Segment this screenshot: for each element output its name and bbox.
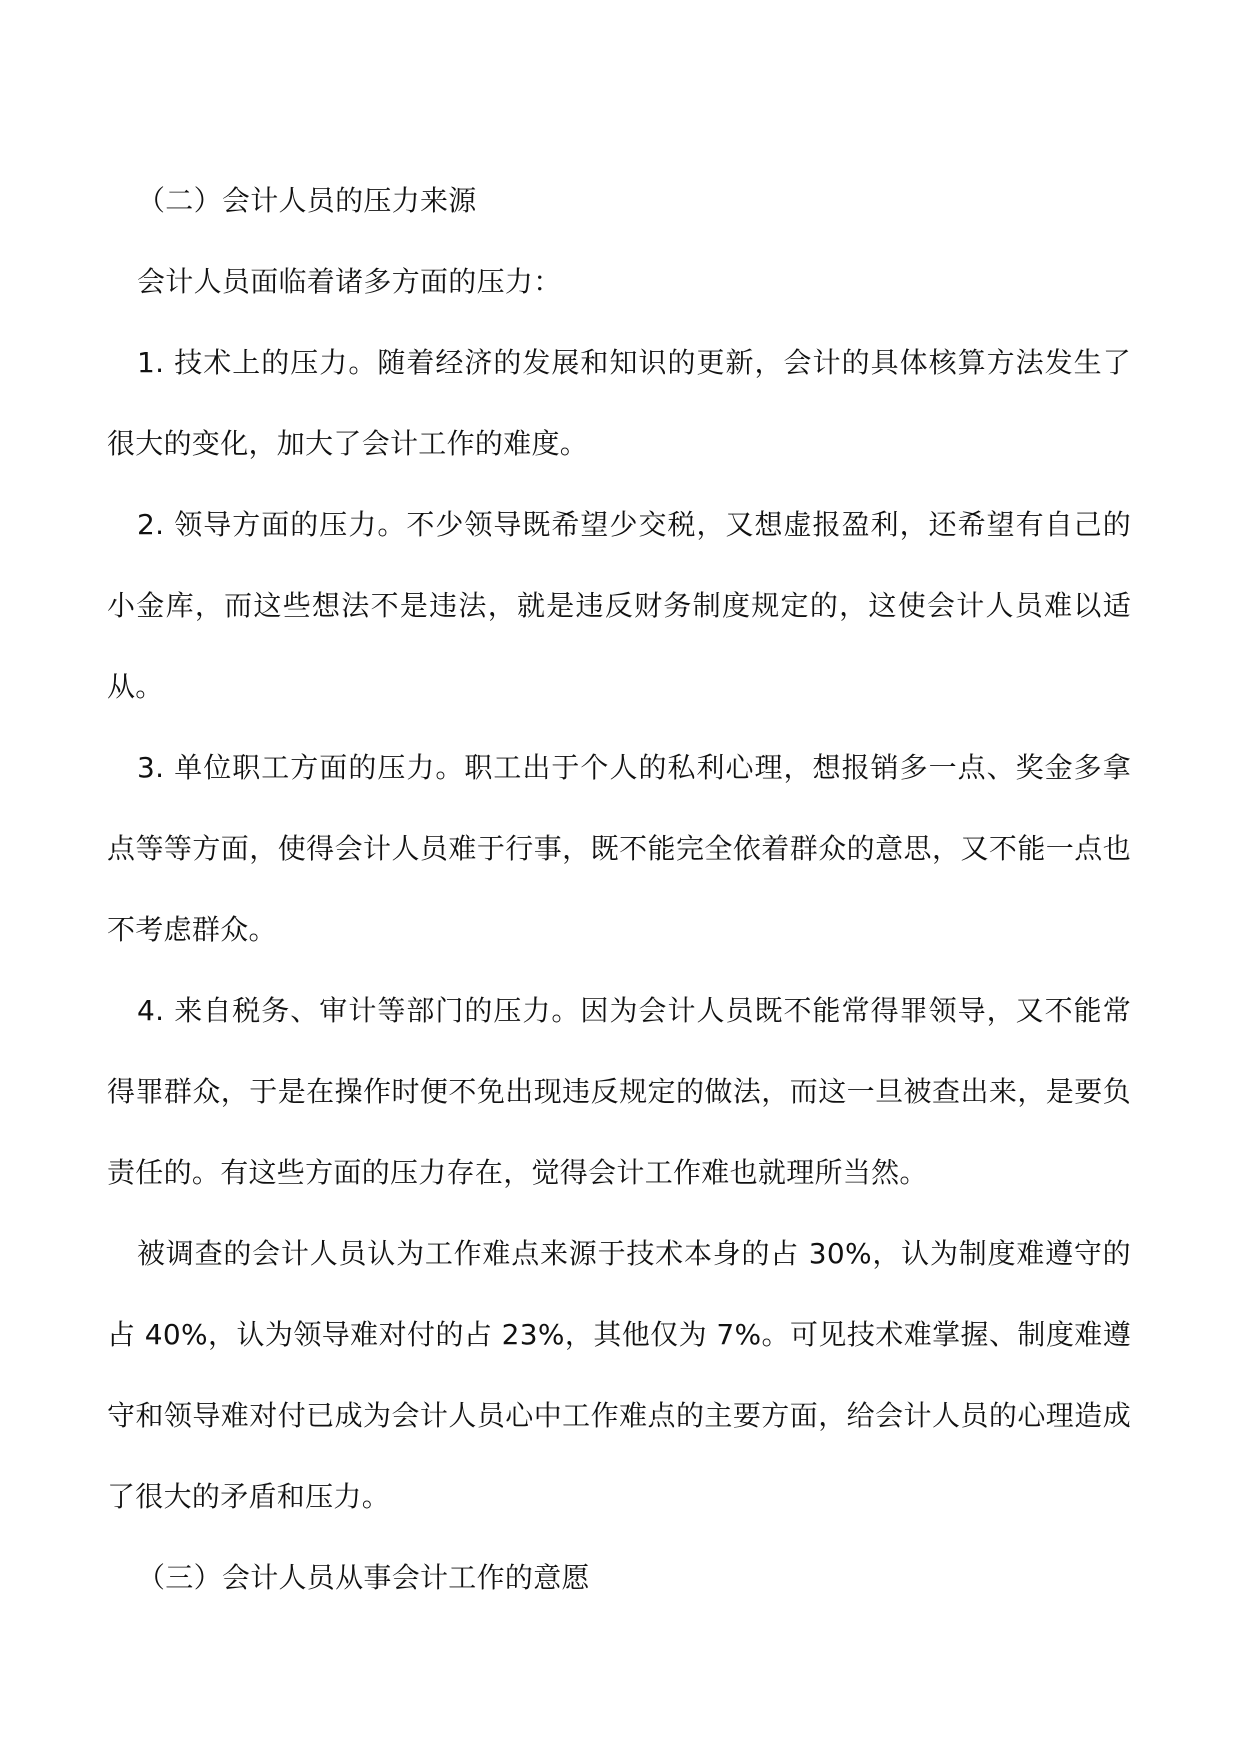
- paragraph-staff-pressure: 3. 单位职工方面的压力。职工出于个人的私利心理，想报销多一点、奖金多拿点等等方面，使得会计人员难于行事，既不能完全依着群众的意思，又不能一点也不考虑群众。: [107, 751, 1131, 946]
- section-heading-pressure-sources: （二）会计人员的压力来源: [137, 184, 477, 217]
- paragraph-survey-results: 被调查的会计人员认为工作难点来源于技术本身的占 30%，认为制度难遵守的占 40%，认为领导难对付的占 23%，其他仅为 7%。可见技术难掌握、制度难遵守和领导难对付已成为会计人员心中工作难点的主要方面，给会计人员的心理造成了很大的矛盾和压力。: [107, 1237, 1131, 1513]
- section-heading-willingness: （三）会计人员从事会计工作的意愿: [137, 1561, 590, 1594]
- paragraph-technical-pressure: 1. 技术上的压力。随着经济的发展和知识的更新，会计的具体核算方法发生了很大的变化，加大了会计工作的难度。: [107, 346, 1131, 460]
- paragraph-intro: 会计人员面临着诸多方面的压力：: [137, 265, 562, 298]
- paragraph-leadership-pressure: 2. 领导方面的压力。不少领导既希望少交税，又想虚报盈利，还希望有自己的小金库，而这些想法不是违法，就是违反财务制度规定的，这使会计人员难以适从。: [107, 508, 1131, 703]
- paragraph-audit-pressure: 4. 来自税务、审计等部门的压力。因为会计人员既不能常得罪领导，又不能常得罪群众，于是在操作时便不免出现违反规定的做法，而这一旦被查出来，是要负责任的。有这些方面的压力存在，觉得会计工作难也就理所当然。: [107, 994, 1131, 1189]
